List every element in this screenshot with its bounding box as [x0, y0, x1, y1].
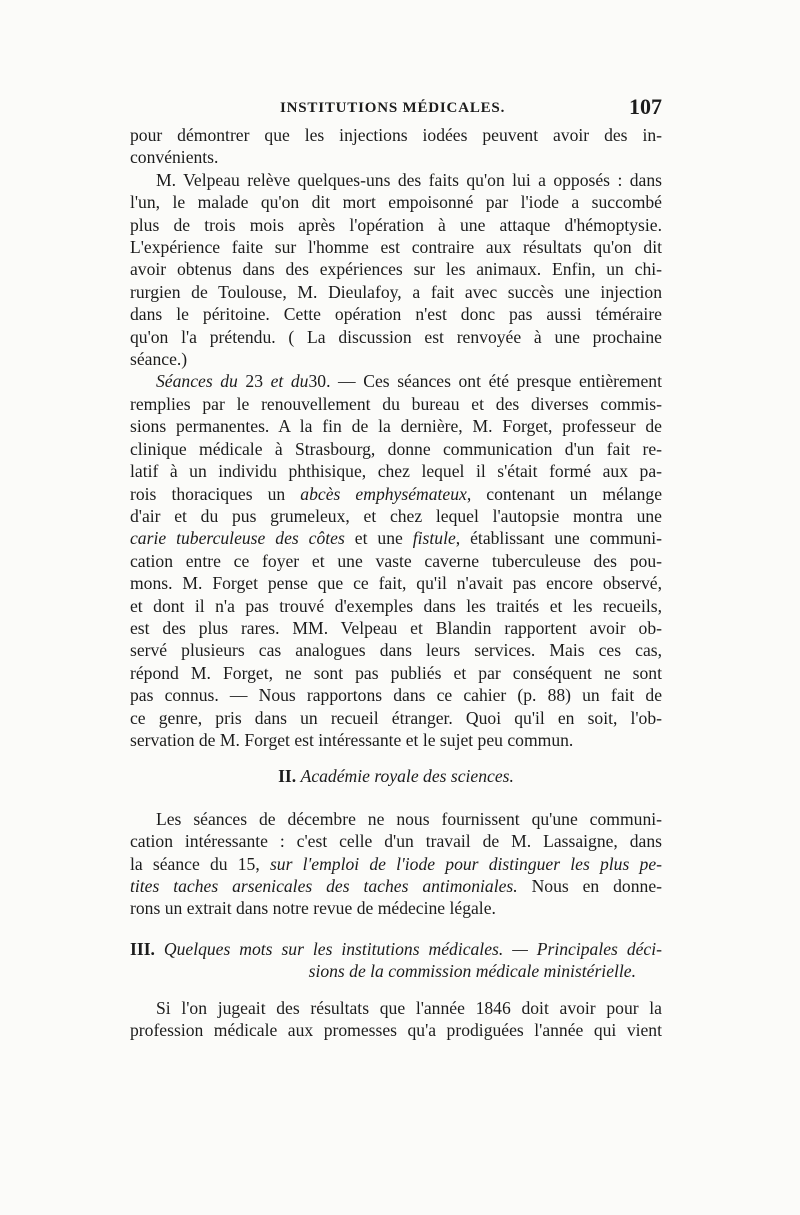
text-line: pour démontrer que les injections iodées peuvent avoir des in- — [130, 125, 662, 145]
text-line — [130, 875, 662, 897]
text-line: Si l'on jugeait des résultats que l'année 1846 doit avoir pour la — [156, 997, 662, 1018]
text-run: Nous en donne- — [517, 876, 662, 896]
italic-text: sur l'emploi de l'iode pour distinguer les plus pe- — [269, 853, 662, 874]
text-line: plus de trois mois après l'opération à une attaque d'hémoptysie. — [130, 214, 662, 235]
text-run: rois thoraciques un — [130, 483, 301, 504]
text-line: dans le péritoine. Cette opération n'est donc pas aussi téméraire — [130, 304, 662, 325]
text-line: cation entre ce foyer et une vaste caverne tuberculeuse des pou- — [130, 550, 662, 571]
text-line — [130, 853, 662, 875]
section-title: Académie royale des sciences. — [300, 766, 514, 787]
book-page — [130, 94, 662, 1041]
running-head: INSTITUTIONS MÉDICALES. — [280, 100, 506, 116]
text-run: la séance du 15, — [130, 853, 270, 874]
section-title: sions de la commission médicale ministérielle. — [308, 961, 636, 982]
text-line: ce genre, pris dans un recueil étranger. Quoi qu'il en soit, l'ob- — [130, 707, 662, 728]
body-text — [130, 124, 662, 1041]
text-line: cation intéressante : c'est celle d'un travail de M. Lassaigne, dans — [130, 831, 662, 852]
text-line: convénients. — [130, 147, 219, 168]
text-line: clinique médicale à Strasbourg, donne communication d'un fait re- — [130, 438, 662, 459]
text-line: rurgien de Toulouse, M. Dieulafoy, a fait avec succès une injection — [130, 281, 662, 302]
text-line: répond M. Forget, ne sont pas publiés et par conséquent ne sont — [130, 662, 662, 683]
text-line: M. Velpeau relève quelques-uns des faits qu'on lui a opposés : dans — [156, 169, 662, 190]
paragraph-5 — [130, 997, 662, 1042]
section-heading-line — [130, 960, 662, 982]
text-line: servé plusieurs cas analogues dans leurs services. Mais ces cas, — [130, 640, 662, 661]
text-line: latif à un individu phthisique, chez lequel il s'était formé aux pa- — [130, 461, 662, 482]
paragraph-3 — [130, 370, 662, 751]
date-number: 23 — [237, 371, 271, 392]
italic-text: Séances du — [156, 371, 238, 392]
text-line: qu'on l'a prétendu. ( La discussion est renvoyée à une prochaine — [130, 326, 662, 347]
text-run: 30. — Ces séances ont été presque entièrement — [308, 371, 662, 392]
section-heading-line — [130, 938, 662, 960]
section-heading-2 — [130, 765, 662, 787]
text-line: séance.) — [130, 349, 188, 370]
section-numeral: II. — [278, 766, 297, 787]
text-line: et dont il n'a pas trouvé d'exemples dans les traités et les recueils, — [130, 595, 662, 616]
text-line: l'un, le malade qu'on dit mort empoisonné par l'iode a succombé — [130, 192, 662, 213]
italic-text: tites taches arsenicales des taches antimoniales. — [130, 876, 518, 896]
page-number: 107 — [629, 94, 662, 119]
section-title: Quelques mots sur les institutions médicales. — Principales déci- — [163, 938, 662, 959]
text-line: remplies par le renouvellement du bureau et des diverses commis- — [130, 393, 662, 414]
text-line — [130, 527, 662, 549]
italic-text: carie tuberculeuse des côtes — [130, 528, 345, 549]
paragraph-2 — [130, 169, 662, 371]
text-line — [130, 370, 662, 392]
text-line: pas connus. — Nous rapportons dans ce cahier (p. 88) un fait de — [130, 685, 662, 706]
text-line: L'expérience faite sur l'homme est contraire aux résultats qu'on dit — [130, 237, 662, 258]
paragraph-1 — [130, 124, 662, 169]
text-line: Les séances de décembre ne nous fournissent qu'une communi- — [156, 808, 662, 829]
text-line — [130, 483, 662, 505]
text-run: , contenant un mélange — [466, 483, 662, 504]
text-line: est des plus rares. MM. Velpeau et Blandin rapportent avoir ob- — [130, 617, 662, 638]
text-line: profession médicale aux promesses qu'a prodiguées l'année qui vient — [130, 1020, 662, 1041]
page-header — [130, 94, 662, 124]
italic-text: fistule — [412, 528, 456, 549]
section-heading-3 — [130, 938, 662, 983]
section-numeral: III. — [130, 938, 155, 959]
text-run: et une — [344, 528, 413, 549]
text-line: servation de M. Forget est intéressante et le sujet peu commun. — [130, 729, 574, 750]
paragraph-4 — [130, 808, 662, 920]
italic-text: et du — [270, 371, 309, 392]
text-run: , établissant une communi- — [455, 528, 662, 549]
text-line: avoir obtenus dans des expériences sur les animaux. Enfin, un chi- — [130, 259, 662, 280]
text-line: rons un extrait dans notre revue de médecine légale. — [130, 898, 496, 919]
text-line: d'air et du pus grumeleux, et chez lequel l'autopsie montra une — [130, 505, 662, 526]
italic-text: abcès emphysémateux — [300, 483, 467, 504]
text-line: sions permanentes. A la fin de la dernière, M. Forget, professeur de — [130, 416, 662, 437]
text-line: mons. M. Forget pense que ce fait, qu'il n'avait pas encore observé, — [130, 573, 662, 594]
